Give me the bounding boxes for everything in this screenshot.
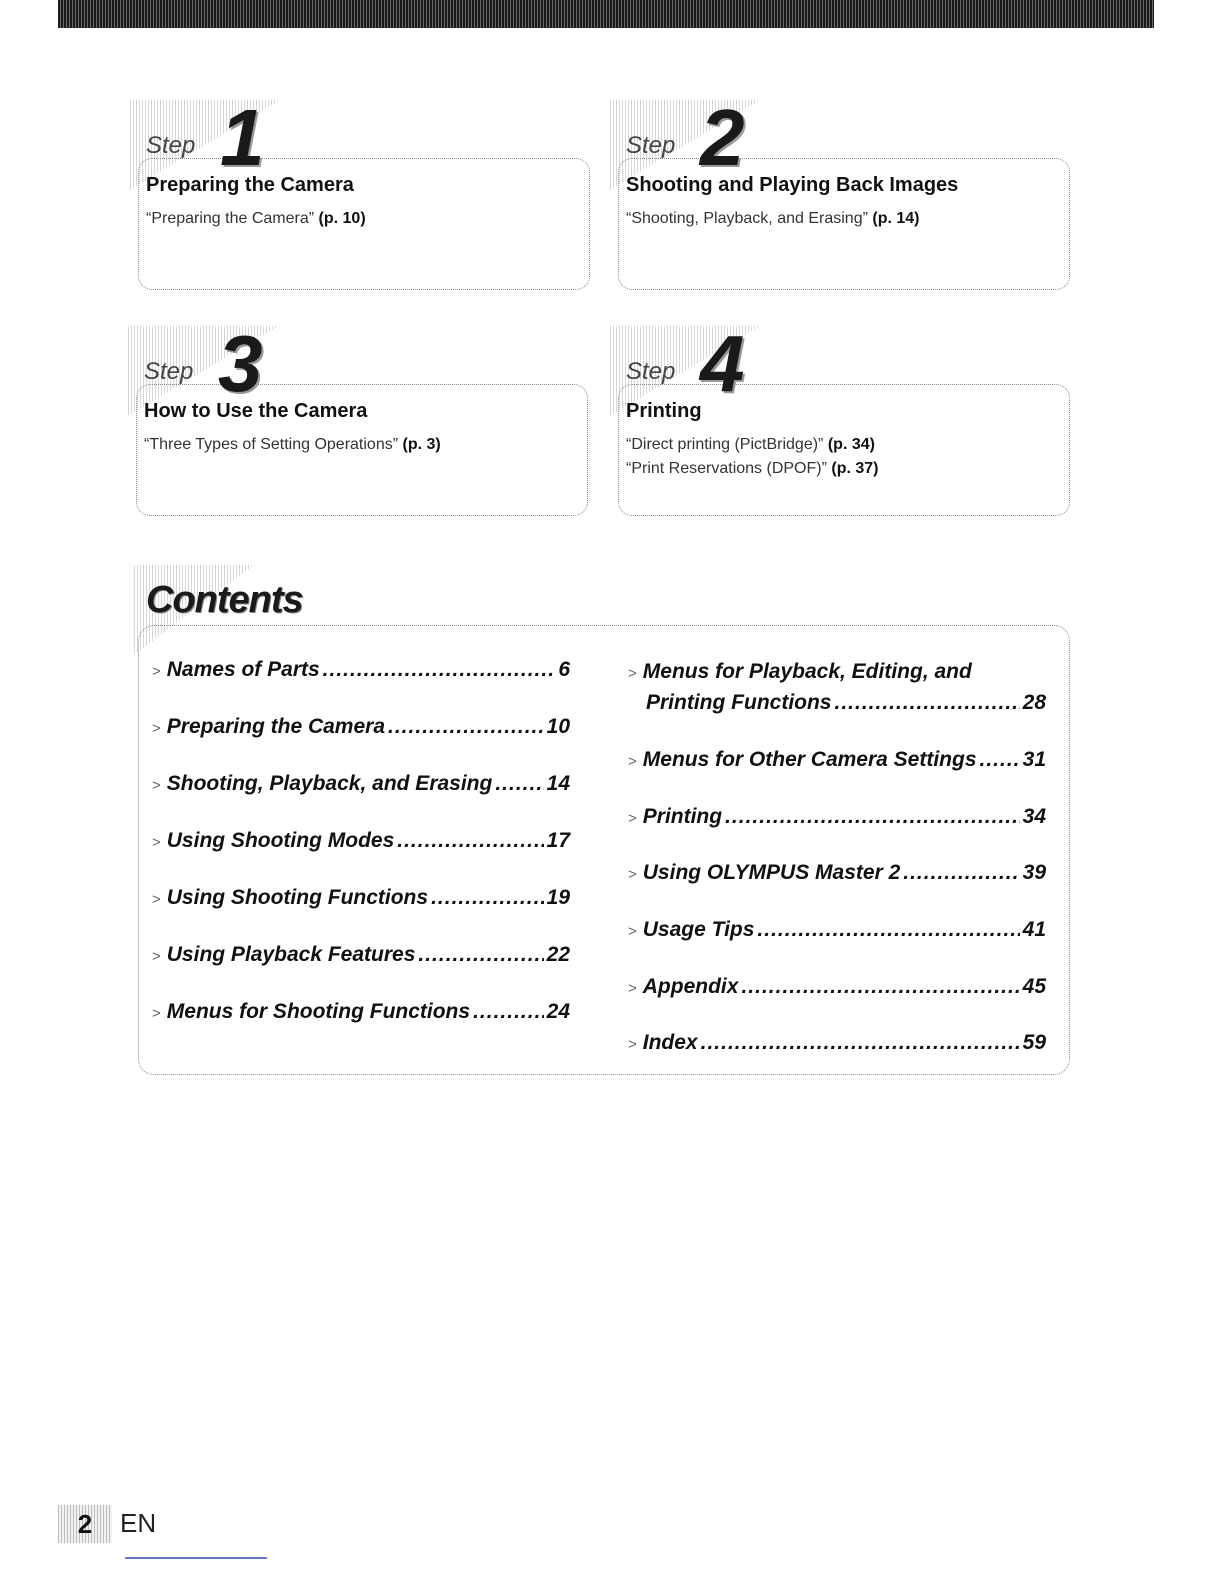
toc-item[interactable] <box>628 660 972 684</box>
chevron-right-icon: > <box>152 777 161 794</box>
toc-page: 10 <box>546 715 570 738</box>
leader-dots <box>701 1031 1020 1055</box>
step-number: 4 <box>700 319 745 408</box>
step-number: 1 <box>220 93 265 182</box>
step-title: Preparing the Camera <box>146 174 354 196</box>
toc-item[interactable] <box>628 975 1046 999</box>
reference-page: (p. 10) <box>318 210 366 227</box>
toc-page: 45 <box>1022 975 1046 998</box>
leader-dots <box>431 886 544 910</box>
toc-item[interactable] <box>628 861 1046 885</box>
leader-dots <box>473 1000 544 1024</box>
toc-label: Using Shooting Functions <box>166 886 429 909</box>
toc-label: Using OLYMPUS Master 2 <box>642 861 901 884</box>
toc-label: Menus for Playback, Editing, and <box>642 660 972 683</box>
step-title: How to Use the Camera <box>144 400 368 422</box>
leader-dots <box>725 805 1020 829</box>
toc-label: Menus for Other Camera Settings <box>642 748 977 771</box>
leader-dots <box>323 658 556 682</box>
top-bar <box>58 0 1154 28</box>
step-1-panel <box>130 93 590 290</box>
step-3-panel <box>128 319 588 516</box>
chevron-right-icon: > <box>628 665 637 682</box>
leader-dots <box>757 918 1019 942</box>
toc-label: Usage Tips <box>642 918 755 941</box>
toc-label: Printing Functions <box>646 691 832 714</box>
toc-item[interactable] <box>152 658 570 682</box>
toc-item[interactable] <box>152 943 570 967</box>
toc-page: 34 <box>1022 805 1046 828</box>
step-reference[interactable] <box>626 436 875 454</box>
toc-item[interactable] <box>152 886 570 910</box>
leader-dots <box>495 772 543 796</box>
toc-label: Using Shooting Modes <box>166 829 395 852</box>
leader-dots <box>397 829 543 853</box>
leader-dots <box>741 975 1019 999</box>
chevron-right-icon: > <box>152 891 161 908</box>
step-reference[interactable] <box>146 210 366 228</box>
toc-item[interactable] <box>628 805 1046 829</box>
step-title: Printing <box>626 400 702 422</box>
toc-label: Names of Parts <box>166 658 320 681</box>
toc-item[interactable] <box>152 772 570 796</box>
reference-page: (p. 37) <box>831 460 879 477</box>
reference-text: “Print Reservations (DPOF)” <box>626 460 827 477</box>
step-reference[interactable] <box>144 436 441 454</box>
step-word: Step <box>626 358 676 385</box>
toc-label: Preparing the Camera <box>166 715 386 738</box>
toc-label: Using Playback Features <box>166 943 416 966</box>
step-reference[interactable] <box>626 210 920 228</box>
toc-label: Appendix <box>642 975 739 998</box>
chevron-right-icon: > <box>628 923 637 940</box>
page-number: 2 <box>58 1505 112 1543</box>
step-word: Step <box>626 132 676 159</box>
chevron-right-icon: > <box>152 663 161 680</box>
step-title: Shooting and Playing Back Images <box>626 174 959 196</box>
reference-page: (p. 14) <box>872 210 920 227</box>
step-word: Step <box>146 132 196 159</box>
chevron-right-icon: > <box>152 1005 161 1022</box>
step-reference[interactable] <box>626 460 879 478</box>
reference-page: (p. 34) <box>827 436 875 453</box>
chevron-right-icon: > <box>628 980 637 997</box>
toc-label: Menus for Shooting Functions <box>166 1000 471 1023</box>
toc-page: 59 <box>1022 1031 1046 1054</box>
toc-label: Printing <box>642 805 723 828</box>
leader-dots <box>388 715 544 739</box>
reference-text: “Three Types of Setting Operations” <box>144 436 399 453</box>
toc-page: 19 <box>546 886 570 909</box>
chevron-right-icon: > <box>152 720 161 737</box>
toc-page: 41 <box>1022 918 1046 941</box>
toc-page: 28 <box>1022 691 1046 714</box>
chevron-right-icon: > <box>628 866 637 883</box>
step-number: 2 <box>700 93 745 182</box>
step-4-panel <box>610 319 1070 516</box>
reference-text: “Shooting, Playback, and Erasing” <box>626 210 868 227</box>
leader-dots <box>980 748 1020 772</box>
contents-title: Contents <box>146 579 303 621</box>
leader-dots <box>418 943 543 967</box>
toc-page: 39 <box>1022 861 1046 884</box>
chevron-right-icon: > <box>152 834 161 851</box>
toc-label: Index <box>642 1031 698 1054</box>
toc-page: 6 <box>558 658 570 681</box>
toc-page: 17 <box>546 829 570 852</box>
chevron-right-icon: > <box>628 753 637 770</box>
chevron-right-icon: > <box>628 810 637 827</box>
toc-item[interactable] <box>628 1031 1046 1055</box>
toc-page: 22 <box>546 943 570 966</box>
toc-label: Shooting, Playback, and Erasing <box>166 772 493 795</box>
toc-item[interactable] <box>646 691 1046 715</box>
toc-item[interactable] <box>628 748 1046 772</box>
leader-dots <box>903 861 1019 885</box>
language-label: EN <box>120 1508 157 1538</box>
footer-rule <box>125 1557 267 1559</box>
reference-text: “Preparing the Camera” <box>146 210 315 227</box>
toc-item[interactable] <box>152 829 570 853</box>
step-word: Step <box>144 358 194 385</box>
toc-item[interactable] <box>152 715 570 739</box>
toc-page: 24 <box>546 1000 570 1023</box>
toc-item[interactable] <box>152 1000 570 1024</box>
step-2-panel <box>610 93 1070 290</box>
chevron-right-icon: > <box>152 948 161 965</box>
reference-text: “Direct printing (PictBridge)” <box>626 436 824 453</box>
reference-page: (p. 3) <box>402 436 441 453</box>
leader-dots <box>834 691 1019 715</box>
toc-page: 14 <box>546 772 570 795</box>
toc-page: 31 <box>1022 748 1046 771</box>
toc-item[interactable] <box>628 918 1046 942</box>
chevron-right-icon: > <box>628 1036 637 1053</box>
step-number: 3 <box>218 319 263 408</box>
